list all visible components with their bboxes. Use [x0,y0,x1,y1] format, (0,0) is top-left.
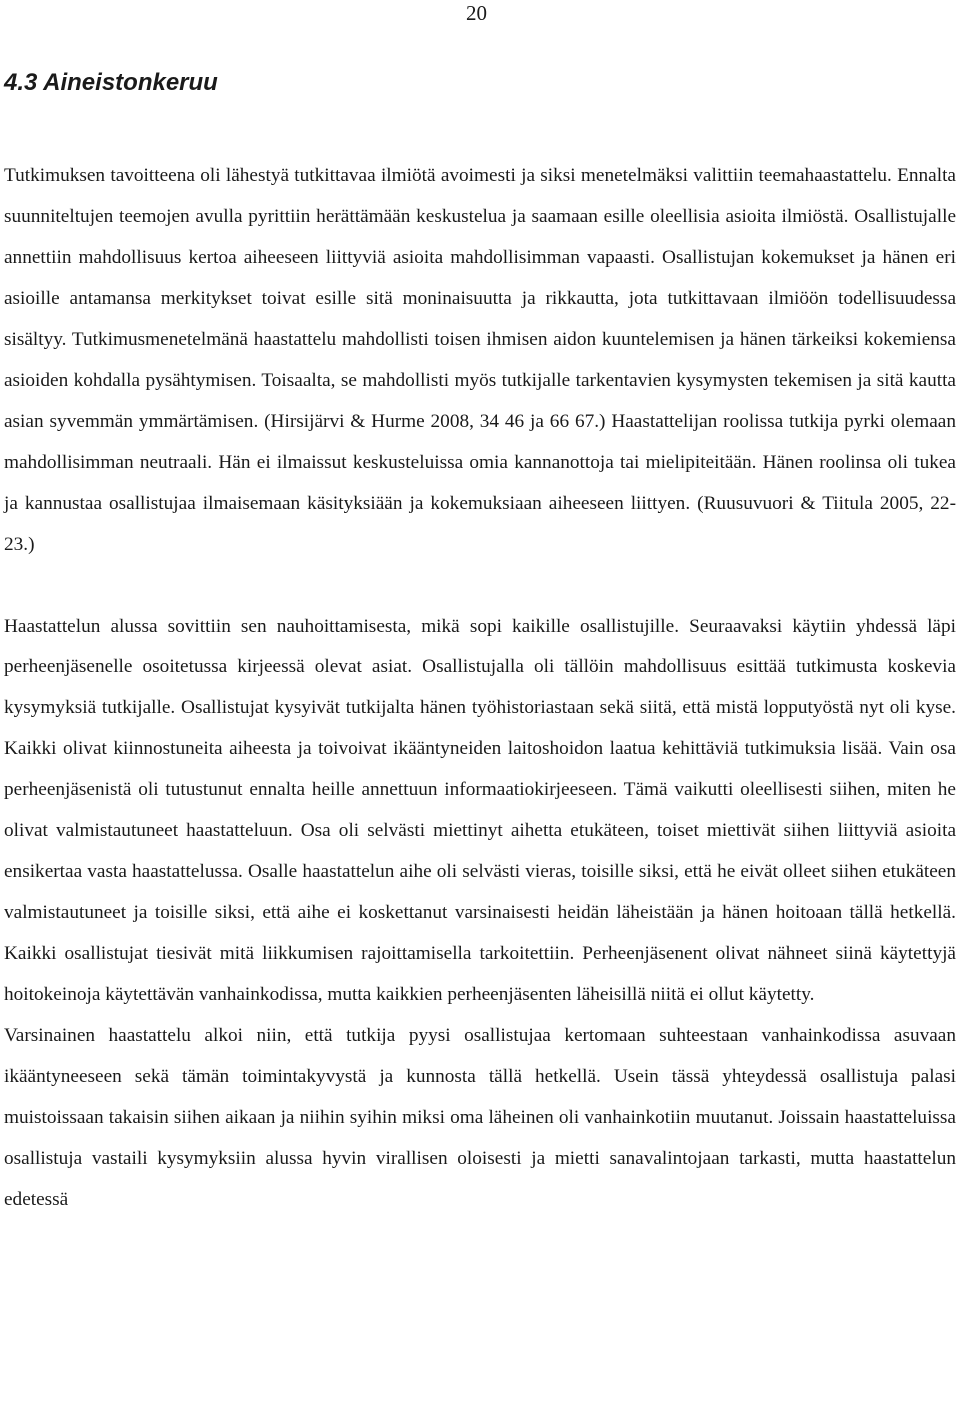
section-heading: 4.3 Aineistonkeruu [4,69,218,96]
page-number: 20 [466,1,487,25]
paragraph: Haastattelun alussa sovittiin sen nauhoittamisesta, mikä sopi kaikille osallistujille. Seuraavaksi käytiin yhdessä läpi perheenjäsenelle osoitetussa kirjeessä olevat asiat. Osallistujalla oli tällöin mahdollisuus esittää tutkimusta koskevia kysymyksiä tutkijalle. Osallistujat kysyivät tutkijalta hänen työhistoriastaan sekä siitä, että mistä lopputyöstä nyt oli kyse. Kaikki olivat kiinnostuneita aiheesta ja toivoivat ikääntyneiden laitoshoidon laatua kehittäviä tutkimuksia lisää. Vain osa perheenjäsenistä oli tutustunut ennalta heille annettuun informaatiokirjeeseen. Tämä vaikutti oleellisesti siihen, miten he olivat valmistautuneet haastatteluun. Osa oli selvästi miettinyt aihetta etukäteen, toiset miettivät siihen liittyviä asioita ensikertaa vasta haastattelussa. Osalle haastattelun aihe oli selvästi vieras, toisille siksi, että he eivät olleet siihen etukäteen valmistautuneet ja toisille siksi, että aihe ei koskettanut varsinaisesti heidän läheistään ja hänen hoitoaan tällä hetkellä. Kaikki osallistujat tiesivät mitä liikkumisen rajoittamisella tarkoitettiin. Perheenjäsenent olivat nähneet siinä käytettyjä hoitokeinoja käytettävän vanhainkodissa, mutta kaikkien perheenjäsenten läheisillä niitä ei ollut käytetty. [4,615,956,1006]
document-body [4,156,956,1221]
paragraph: Tutkimuksen tavoitteena oli lähestyä tutkittavaa ilmiötä avoimesti ja siksi menetelmäksi valittiin teemahaastattelu. Ennalta suunniteltujen teemojen avulla pyrittiin herättämään keskustelua ja saamaan esille oleellisia asioita ilmiöstä. Osallistujalle annettiin mahdollisuus kertoa aiheeseen liittyviä asioita mahdollisimman vapaasti. Osallistujan kokemukset ja hänen eri asioille antamansa merkitykset toivat esille sitä moninaisuutta ja rikkautta, jota tutkittavaan ilmiöön todellisuudessa sisältyy. Tutkimusmenetelmänä haastattelu mahdollisti toisen ihmisen aidon kuuntelemisen ja hänen tärkeiksi kokemiensa asioiden kohdalla pysähtymisen. Toisaalta, se mahdollisti myös tutkijalle tarkentavien kysymysten tekemisen ja sitä kautta asian syvemmän ymmärtämisen. (Hirsijärvi & Hurme 2008, 34 46 ja 66 67.) Haastattelijan roolissa tutkija pyrki olemaan mahdollisimman neutraali. Hän ei ilmaissut keskusteluissa omia kannanottoja tai mielipiteitään. Hänen roolinsa oli tukea ja kannustaa osallistujaa ilmaisemaan käsityksiään ja kokemuksiaan aiheeseen liittyen. (Ruusuvuori & Tiitula 2005, 22- 23.) [4,165,956,555]
paragraph: Varsinainen haastattelu alkoi niin, että tutkija pyysi osallistujaa kertomaan suhteestaan vanhainkodissa asuvaan ikääntyneeseen sekä tämän toimintakyvystä ja kunnosta tällä hetkellä. Usein tässä yhteydessä osallistuja palasi muistoissaan takaisin siihen aikaan ja niihin syihin miksi oma läheinen oli vanhainkotiin muutanut. Joissain haastatteluissa osallistuja vastaili kysymyksiin alussa hyvin virallisen oloisesti ja mietti sanavalintojaan tarkasti, mutta haastattelun edetessä [4,1025,956,1210]
